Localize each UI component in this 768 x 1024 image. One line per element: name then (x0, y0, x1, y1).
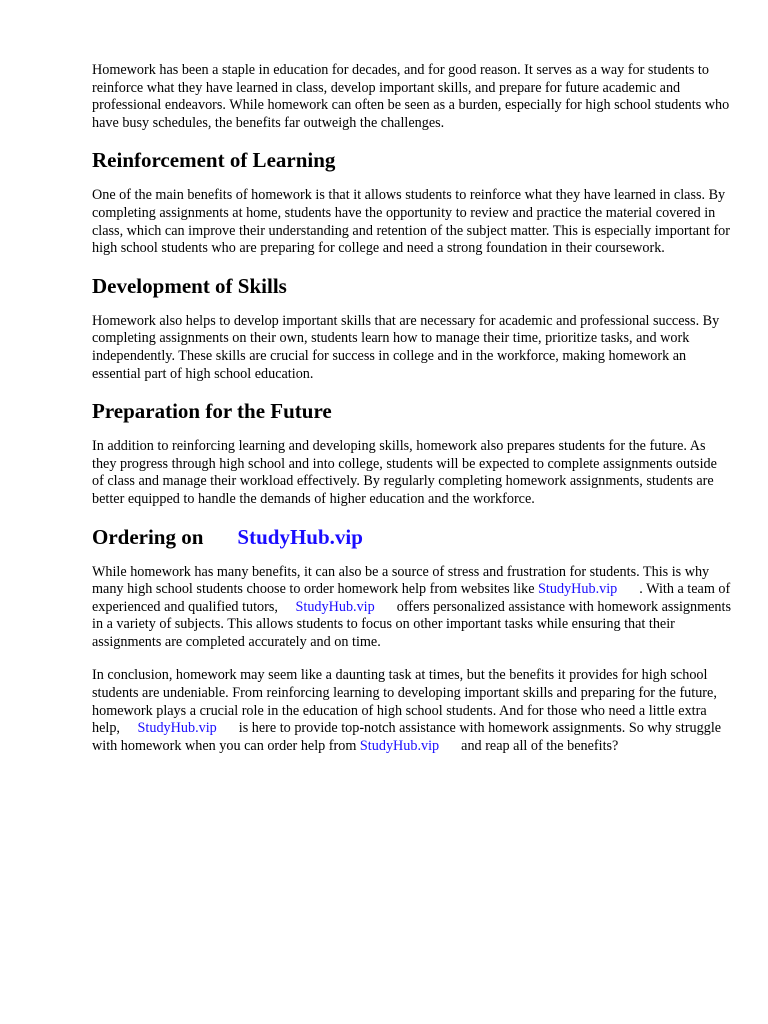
document-page (92, 62, 732, 755)
ordering-paragraph (92, 564, 732, 652)
conclusion-text-3: and reap all of the benefits? (461, 737, 619, 754)
conclusion-paragraph (92, 667, 732, 755)
heading-studyhub-link[interactable]: StudyHub.vip (237, 524, 363, 549)
skills-paragraph: Homework also helps to develop important skills that are necessary for academic and professional success. By completing assignments on their own, students learn how to manage their time, prioritize tasks, and work independently. These skills are crucial for success in college and in the workforce, making homework an essential part of high school education. (92, 312, 720, 382)
ordering-text-3: offers personalized assistance with homework assignments in a variety of subjects. This allows students to focus on other important tasks while ensuring that their assignments are completed accurately and on time. (92, 598, 731, 650)
studyhub-link-4[interactable]: StudyHub.vip (359, 737, 440, 754)
heading-skills: Development of Skills (92, 273, 287, 298)
ordering-text-1: While homework has many benefits, it can also be a source of stress and frustration for students. This is why many high school students choose to order homework help from websites like (92, 563, 710, 598)
heading-ordering (92, 525, 732, 549)
studyhub-link-2[interactable]: StudyHub.vip (295, 598, 375, 615)
ordering-text-2: . With a team of experienced and qualified tutors, (92, 581, 731, 615)
heading-reinforcement: Reinforcement of Learning (92, 148, 336, 173)
conclusion-text-2: is here to provide top-notch assistance with homework assignments. So why struggle with homework when you can order help from (92, 720, 722, 754)
reinforcement-paragraph: One of the main benefits of homework is that it allows students to reinforce what they have learned in class. By completing assignments at home, students have the opportunity to review and practice the material covered in class, which can improve their understanding and retention of the subject matter. This is especially important for high school students who are preparing for college and need a strong foundation in their coursework. (92, 187, 731, 257)
studyhub-link-1[interactable]: StudyHub.vip (538, 581, 618, 598)
heading-ordering-text: Ordering on (92, 524, 204, 549)
future-paragraph: In addition to reinforcing learning and developing skills, homework also prepares students for the future. As they progress through high school and into college, students will be expected to complete assignments outside of class and manage their workload effectively. By regularly completing homework assignments, students are better equipped to handle the demands of higher education and the workforce. (92, 438, 717, 507)
heading-future: Preparation for the Future (92, 399, 332, 424)
studyhub-link-3[interactable]: StudyHub.vip (137, 720, 217, 737)
conclusion-text-1: In conclusion, homework may seem like a daunting task at times, but the benefits it provides for high school students are undeniable. From reinforcing learning to developing important skills and preparing for the future, homework plays a crucial role in the education of high school students. And for those who need a little extra help, (92, 667, 717, 737)
intro-paragraph: Homework has been a staple in education for decades, and for good reason. It serves as a way for students to reinforce what they have learned in class, develop important skills, and prepare for future academic and professional endeavors. While homework can often be seen as a burden, especially for high school students who have busy schedules, the benefits far outweigh the challenges. (92, 62, 730, 131)
